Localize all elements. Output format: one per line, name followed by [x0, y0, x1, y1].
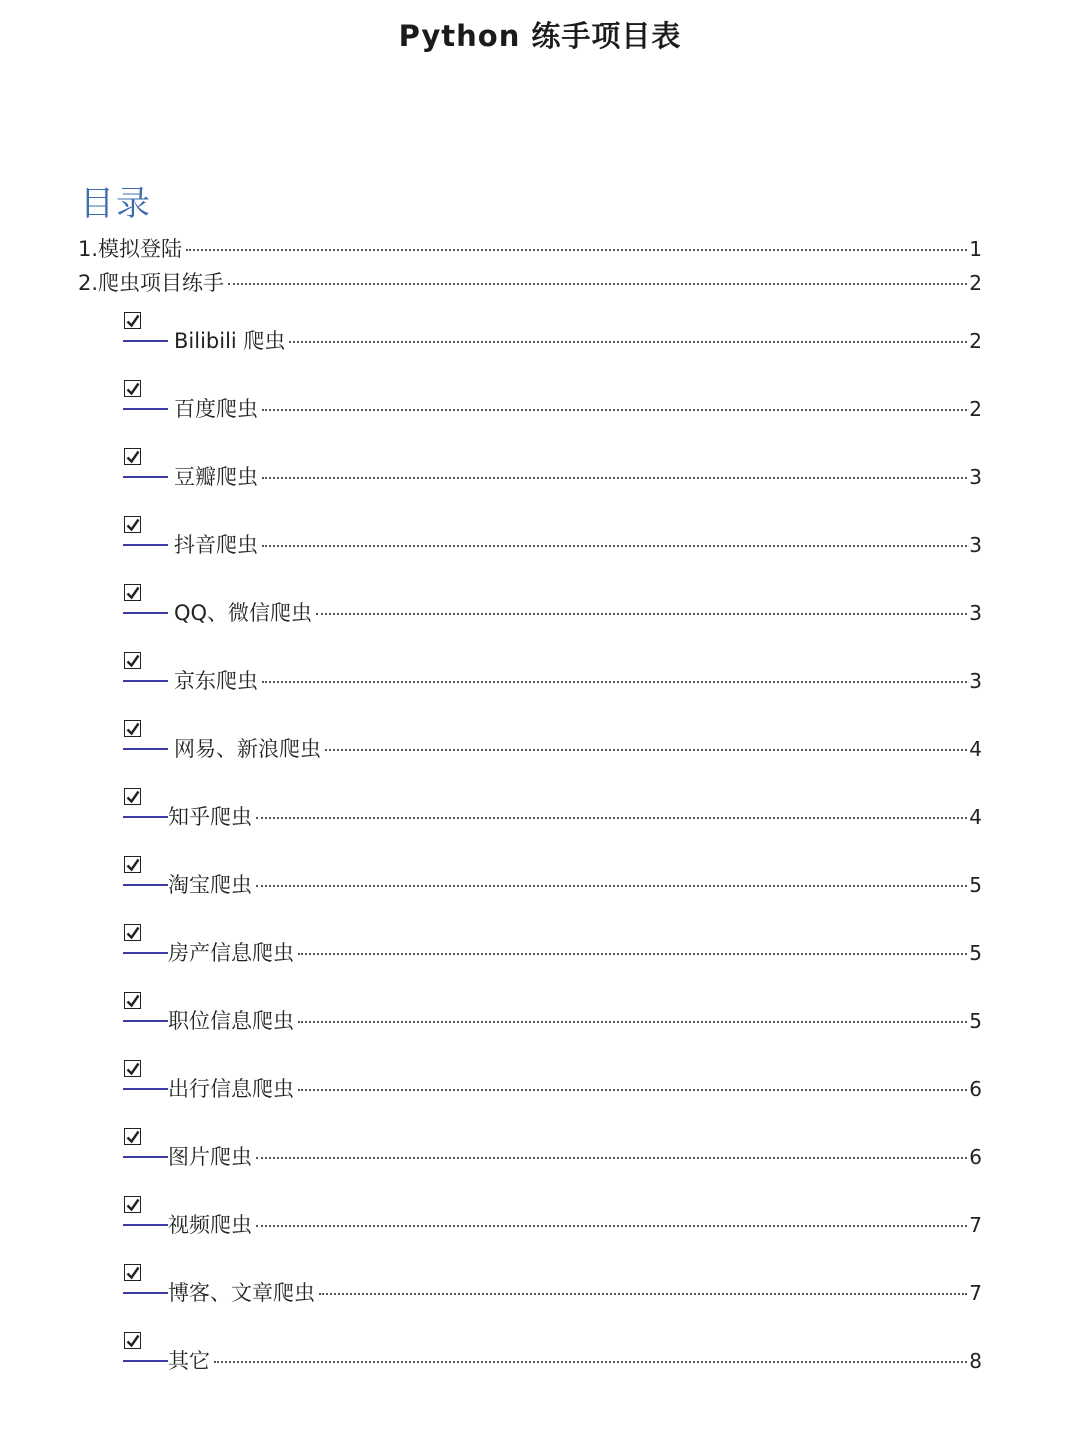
toc-leader-dots	[316, 613, 967, 615]
toc-entry-page: 3	[969, 533, 982, 557]
checkbox-checked-icon[interactable]	[124, 992, 141, 1009]
toc-leader-dots	[262, 545, 967, 547]
toc-entry-text: 抖音爬虫	[174, 533, 258, 557]
toc-entry-text: 百度爬虫	[174, 397, 258, 421]
checkbox-underline	[123, 680, 168, 682]
toc-leader-dots	[228, 283, 967, 285]
checkbox-checked-icon[interactable]	[124, 788, 141, 805]
checkbox-checked-icon[interactable]	[124, 584, 141, 601]
toc-entry-sub[interactable]	[0, 734, 1080, 774]
toc-entry-text: 淘宝爬虫	[168, 873, 252, 897]
toc-entry-text: 网易、新浪爬虫	[174, 737, 321, 761]
toc-entry-text: 2.爬虫项目练手	[78, 271, 225, 295]
toc-entry-main[interactable]	[0, 268, 1080, 308]
toc-entry-text: 出行信息爬虫	[168, 1077, 294, 1101]
toc-leader-dots	[319, 1293, 967, 1295]
checkbox-underline	[123, 1292, 168, 1294]
toc-leader-dots	[186, 249, 967, 251]
toc-entry-text: 京东爬虫	[174, 669, 258, 693]
toc-entry-page: 3	[969, 669, 982, 693]
toc-heading: 目录	[80, 184, 152, 224]
toc-entry-sub[interactable]	[0, 462, 1080, 502]
toc-entry-sub[interactable]	[0, 1074, 1080, 1114]
toc-leader-dots	[256, 885, 967, 887]
checkbox-underline	[123, 1020, 168, 1022]
toc-leader-dots	[262, 409, 967, 411]
toc-entry-sub[interactable]	[0, 1006, 1080, 1046]
toc-entry-page: 7	[969, 1281, 982, 1305]
toc-entry-sub[interactable]	[0, 666, 1080, 706]
toc-entry-sub[interactable]	[0, 394, 1080, 434]
toc-leader-dots	[298, 1089, 967, 1091]
toc-entry-page: 5	[969, 1009, 982, 1033]
toc-entry-page: 2	[969, 329, 982, 353]
checkbox-checked-icon[interactable]	[124, 1332, 141, 1349]
checkbox-underline	[123, 1224, 168, 1226]
toc-entry-page: 5	[969, 873, 982, 897]
toc-leader-dots	[256, 1225, 967, 1227]
toc-entry-sub[interactable]	[0, 598, 1080, 638]
toc-leader-dots	[214, 1361, 967, 1363]
checkbox-underline	[123, 1088, 168, 1090]
toc-leader-dots	[298, 953, 967, 955]
checkbox-underline	[123, 1360, 168, 1362]
toc-entry-page: 1	[969, 237, 982, 261]
toc-entry-page: 2	[969, 397, 982, 421]
toc-leader-dots	[298, 1021, 967, 1023]
toc-entry-page: 4	[969, 737, 982, 761]
toc-entry-text: 豆瓣爬虫	[174, 465, 258, 489]
toc-entry-sub[interactable]	[0, 1278, 1080, 1318]
checkbox-underline	[123, 816, 168, 818]
toc-entry-page: 2	[969, 271, 982, 295]
toc-entry-sub[interactable]	[0, 1142, 1080, 1182]
checkbox-underline	[123, 1156, 168, 1158]
checkbox-underline	[123, 612, 168, 614]
toc-entry-page: 8	[969, 1349, 982, 1373]
checkbox-checked-icon[interactable]	[124, 1196, 141, 1213]
toc-entry-sub[interactable]	[0, 802, 1080, 842]
toc-entry-page: 7	[969, 1213, 982, 1237]
checkbox-underline	[123, 476, 168, 478]
checkbox-underline	[123, 544, 168, 546]
toc-entry-page: 6	[969, 1145, 982, 1169]
toc-entry-page: 5	[969, 941, 982, 965]
toc-entry-sub[interactable]	[0, 1346, 1080, 1386]
toc-entry-page: 3	[969, 465, 982, 489]
toc-leader-dots	[256, 817, 967, 819]
checkbox-checked-icon[interactable]	[124, 856, 141, 873]
checkbox-checked-icon[interactable]	[124, 1128, 141, 1145]
toc-entry-text: 1.模拟登陆	[78, 237, 183, 261]
checkbox-underline	[123, 884, 168, 886]
toc-entry-text: 视频爬虫	[168, 1213, 252, 1237]
checkbox-underline	[123, 748, 168, 750]
checkbox-checked-icon[interactable]	[124, 312, 141, 329]
checkbox-checked-icon[interactable]	[124, 516, 141, 533]
checkbox-checked-icon[interactable]	[124, 448, 141, 465]
toc-entry-text: 职位信息爬虫	[168, 1009, 294, 1033]
document-title: Python 练手项目表	[398, 19, 682, 53]
checkbox-underline	[123, 952, 168, 954]
toc-leader-dots	[289, 341, 967, 343]
checkbox-checked-icon[interactable]	[124, 924, 141, 941]
toc-entry-text: 房产信息爬虫	[168, 941, 294, 965]
checkbox-checked-icon[interactable]	[124, 1060, 141, 1077]
toc-entry-text: Bilibili 爬虫	[174, 329, 286, 353]
checkbox-underline	[123, 340, 168, 342]
toc-entry-page: 4	[969, 805, 982, 829]
toc-leader-dots	[256, 1157, 967, 1159]
checkbox-checked-icon[interactable]	[124, 1264, 141, 1281]
toc-entry-text: 博客、文章爬虫	[168, 1281, 315, 1305]
toc-entry-sub[interactable]	[0, 938, 1080, 978]
toc-entry-text: 知乎爬虫	[168, 805, 252, 829]
toc-entry-page: 6	[969, 1077, 982, 1101]
toc-entry-text: 其它	[168, 1349, 210, 1373]
checkbox-checked-icon[interactable]	[124, 380, 141, 397]
checkbox-checked-icon[interactable]	[124, 652, 141, 669]
checkbox-underline	[123, 408, 168, 410]
checkbox-checked-icon[interactable]	[124, 720, 141, 737]
toc-entry-sub[interactable]	[0, 530, 1080, 570]
toc-entry-sub[interactable]	[0, 326, 1080, 366]
toc-entry-sub[interactable]	[0, 1210, 1080, 1250]
toc-entry-page: 3	[969, 601, 982, 625]
toc-leader-dots	[262, 477, 967, 479]
toc-leader-dots	[262, 681, 967, 683]
toc-leader-dots	[325, 749, 967, 751]
toc-entry-sub[interactable]	[0, 870, 1080, 910]
toc-entry-text: 图片爬虫	[168, 1145, 252, 1169]
toc-entry-text: QQ、微信爬虫	[174, 601, 313, 625]
